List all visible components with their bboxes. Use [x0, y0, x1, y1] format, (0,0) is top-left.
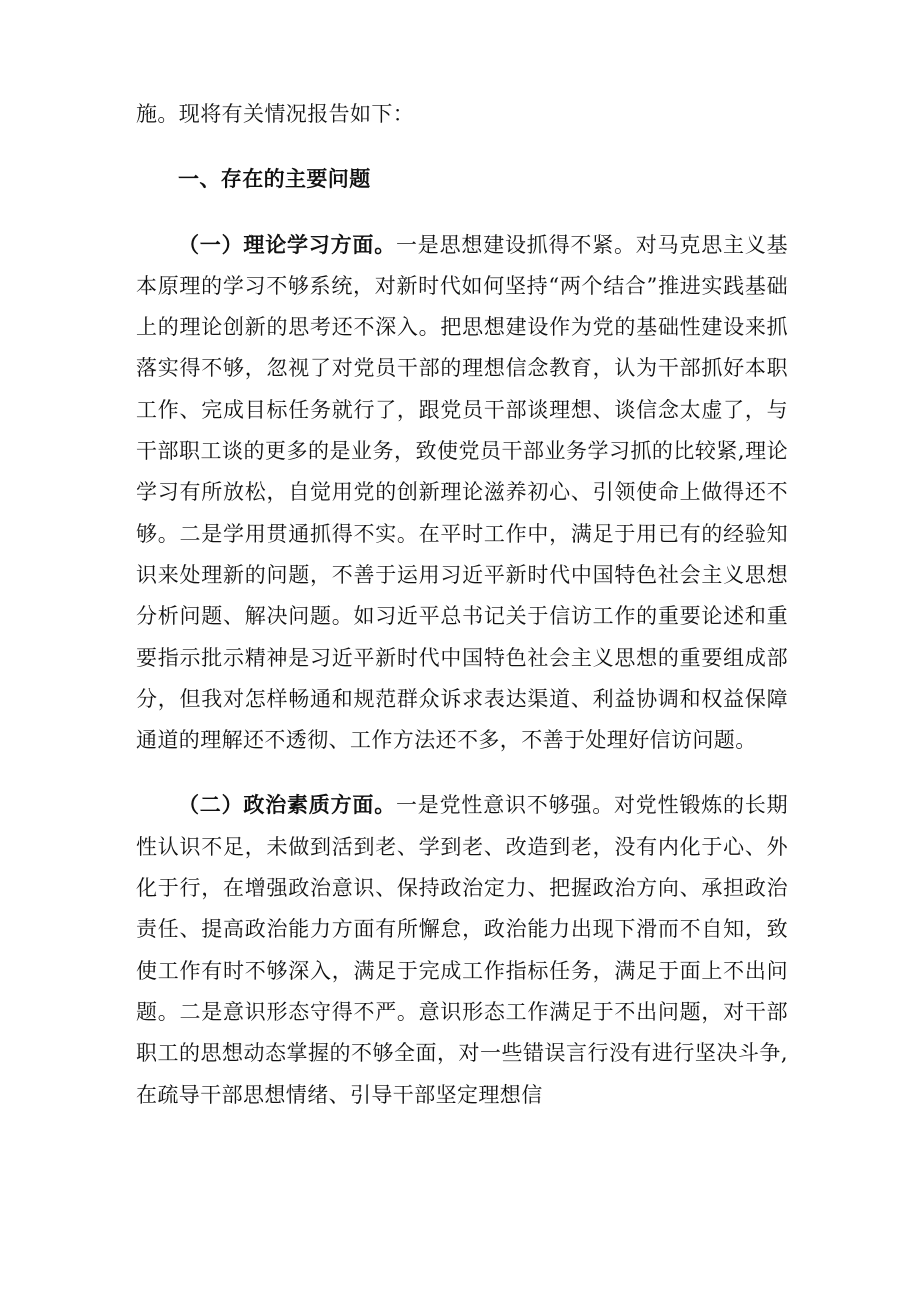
paragraph-body-text: 一是思想建设抓得不紧。对马克思主义基本原理的学习不够系统，对新时代如何坚持“两个结合”推进实践基础上的理论创新的思考还不深入。把思想建设作为党的基础性建设来抓落实得不够，忽视了对党员干部的理想信念教育，认为干部抓好本职工作、完成目标任务就行了，跟党员干部谈理想、谈信念太虚了，与干部职工谈的更多的是业务，致使党员干部业务学习抓的比较紧,理论学习有所放松，自觉用党的创新理论滋养初心、引领使命上做得还不够。二是学用贯通抓得不实。在平时工作中，满足于用已有的经验知识来处理新的问题，不善于运用习近平新时代中国特色社会主义思想分析问题、解决问题。如习近平总书记关于信访工作的重要论述和重要指示批示精神是习近平新时代中国特色社会主义思想的重要组成部分，但我对怎样畅通和规范群众诉求表达渠道、利益协调和权益保障通道的理解还不透彻、工作方法还不多，不善于处理好信访问题。 [136, 232, 788, 753]
paragraph-lead-heading: （二）政治素质方面。 [178, 793, 396, 818]
section-heading: 一、存在的主要问题 [178, 167, 371, 192]
intro-paragraph-tail: 施。现将有关情况报告如下： [136, 102, 415, 126]
paragraph-body-text: 一是党性意识不够强。对党性锻炼的长期性认识不足，未做到活到老、学到老、改造到老，没有内化于心、外化于行，在增强政治意识、保持政治定力、把握政治方向、承担政治责任、提高政治能力方面有所懈怠，政治能力出现下滑而不自知，致使工作有时不够深入，满足于完成工作指标任务，满足于面上不出问题。二是意识形态守得不严。意识形态工作满足于不出问题，对干部职工的思想动态掌握的不够全面，对一些错误言行没有进行坚决斗争,在疏导干部思想情绪、引导干部坚定理想信 [136, 793, 788, 1107]
paragraph-political-quality [136, 785, 788, 1115]
paragraph-theory-study [136, 225, 788, 762]
document-body [136, 94, 788, 1116]
paragraph-lead-heading: （一）理论学习方面。 [178, 232, 396, 257]
